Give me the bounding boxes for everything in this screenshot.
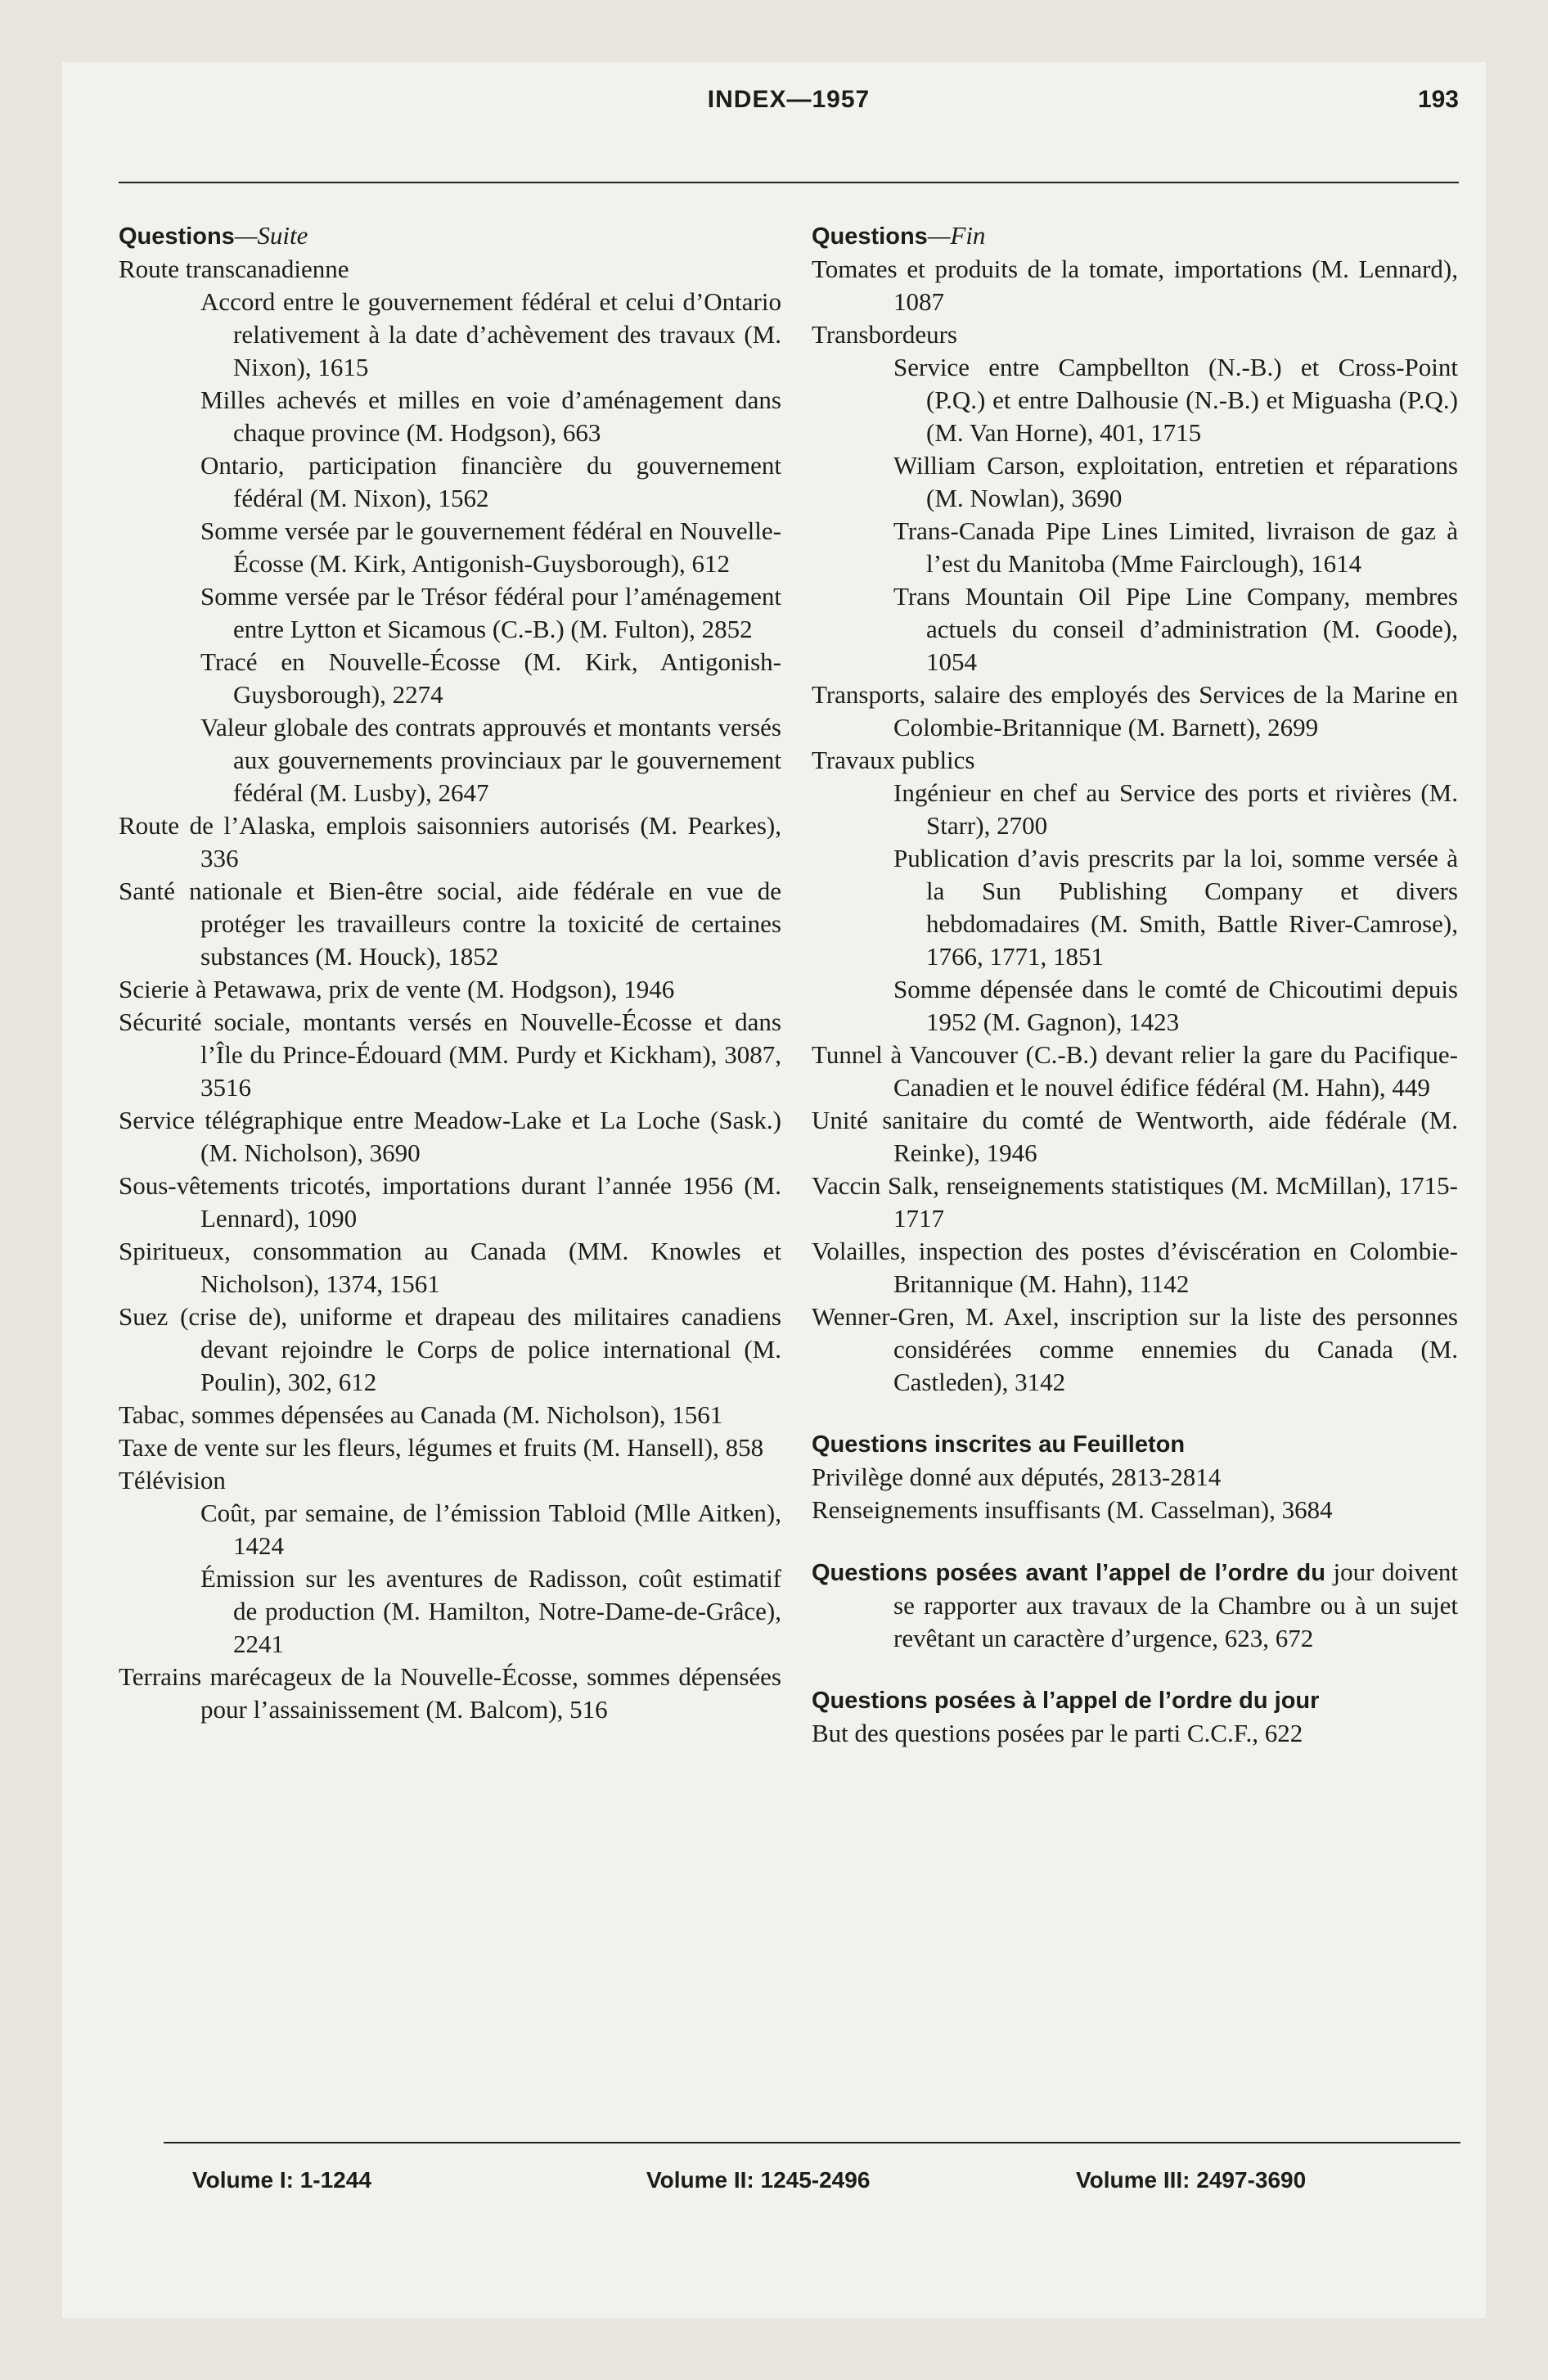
volume-2: Volume II: 1245-2496 xyxy=(646,2167,871,2193)
section-title: Questions xyxy=(812,223,928,250)
index-entry: Sécurité sociale, montants versés en Nouvelle-Écosse et dans l’Île du Prince-Édouard (MM. Purdy et Kickham), 3087, 3516 xyxy=(119,1007,781,1102)
index-entry: Santé nationale et Bien-être social, aide fédérale en vue de protéger les travailleurs contre la toxicité de certaines substances (M. Houck), 1852 xyxy=(119,877,781,971)
index-entry: Trans-Canada Pipe Lines Limited, livraison de gaz à l’est du Manitoba (Mme Fairclough), 1614 xyxy=(893,516,1458,578)
feuilleton-entry-list xyxy=(812,1461,1458,1526)
index-entry: Somme versée par le Trésor fédéral pour l’aménagement entre Lytton et Sicamous (C.-B.) (M. Fulton), 2852 xyxy=(200,582,781,643)
index-entry: Trans Mountain Oil Pipe Line Company, membres actuels du conseil d’administration (M. Goode), 1054 xyxy=(893,582,1458,676)
index-entry: Ontario, participation financière du gouvernement fédéral (M. Nixon), 1562 xyxy=(200,451,781,512)
index-entry: Milles achevés et milles en voie d’aménagement dans chaque province (M. Hodgson), 663 xyxy=(200,385,781,447)
avant-appel-section xyxy=(812,1556,1458,1655)
feuilleton-heading: Questions inscrites au Feuilleton xyxy=(812,1431,1186,1458)
index-entry: Travaux publics xyxy=(812,746,975,774)
index-entry: Terrains marécageux de la Nouvelle-Écosse, sommes dépensées pour l’assainissement (M. Balcom), 516 xyxy=(119,1662,781,1724)
left-section-heading xyxy=(119,219,781,253)
volume-3: Volume III: 2497-3690 xyxy=(1076,2167,1307,2193)
index-entry: Émission sur les aventures de Radisson, coût estimatif de production (M. Hamilton, Notre-Dame-de-Grâce), 2241 xyxy=(200,1564,781,1658)
index-entry: Tunnel à Vancouver (C.-B.) devant relier la gare du Pacifique-Canadien et le nouvel édifice fédéral (M. Hahn), 449 xyxy=(812,1040,1458,1102)
index-entry: But des questions posées par le parti C.C.F., 622 xyxy=(812,1719,1303,1747)
header-rule xyxy=(119,182,1459,183)
feuilleton-section xyxy=(812,1428,1458,1526)
left-entry-list xyxy=(119,253,781,1726)
avant-appel-entry xyxy=(812,1556,1458,1655)
index-entry: Somme versée par le gouvernement fédéral en Nouvelle-Écosse (M. Kirk, Antigonish-Guysborough), 612 xyxy=(200,516,781,578)
index-entry: Scierie à Petawawa, prix de vente (M. Hodgson), 1946 xyxy=(119,975,675,1003)
section-suffix: —Suite xyxy=(234,221,308,250)
index-entry: Somme dépensée dans le comté de Chicoutimi depuis 1952 (M. Gagnon), 1423 xyxy=(893,975,1458,1036)
index-entry: Unité sanitaire du comté de Wentworth, aide fédérale (M. Reinke), 1946 xyxy=(812,1106,1458,1167)
section-title: Questions xyxy=(119,223,235,250)
section-suffix: —Fin xyxy=(927,221,986,250)
index-entry: Transports, salaire des employés des Services de la Marine en Colombie-Britannique (M. Barnett), 2699 xyxy=(812,680,1458,741)
index-entry: Coût, par semaine, de l’émission Tabloid (Mlle Aitken), 1424 xyxy=(200,1499,781,1560)
index-entry: Tracé en Nouvelle-Écosse (M. Kirk, Antigonish-Guysborough), 2274 xyxy=(200,647,781,709)
index-entry: Vaccin Salk, renseignements statistiques (M. McMillan), 1715-1717 xyxy=(812,1171,1458,1233)
index-entry: Télévision xyxy=(119,1466,226,1494)
index-entry: Tabac, sommes dépensées au Canada (M. Nicholson), 1561 xyxy=(119,1400,723,1429)
a-appel-entry-list xyxy=(812,1717,1458,1750)
index-entry: Publication d’avis prescrits par la loi, somme versée à la Sun Publishing Company et divers hebdomadaires (M. Smith, Battle River-Camrose), 1766, 1771, 1851 xyxy=(893,844,1458,971)
index-entry: Wenner-Gren, M. Axel, inscription sur la liste des personnes considérées comme ennemies du Canada (M. Castleden), 3142 xyxy=(812,1302,1458,1396)
avant-appel-text: jour doivent se rapporter aux travaux de la Chambre ou à un sujet revêtant un caractère d’urgence, 623, 672 xyxy=(893,1557,1458,1652)
index-entry: William Carson, exploitation, entretien et réparations (M. Nowlan), 3690 xyxy=(893,451,1458,512)
a-appel-heading: Questions posées à l’appel de l’ordre du jour xyxy=(812,1688,1320,1714)
volume-1: Volume I: 1-1244 xyxy=(192,2167,371,2193)
a-appel-section xyxy=(812,1684,1458,1750)
right-section-heading xyxy=(812,219,1458,253)
right-column xyxy=(812,219,1458,1750)
index-entry: Route de l’Alaska, emplois saisonniers autorisés (M. Pearkes), 336 xyxy=(119,811,781,872)
index-entry: Ingénieur en chef au Service des ports et rivières (M. Starr), 2700 xyxy=(893,778,1458,840)
index-entry: Accord entre le gouvernement fédéral et celui d’Ontario relativement à la date d’achèvement des travaux (M. Nixon), 1615 xyxy=(200,287,781,381)
index-entry: Transbordeurs xyxy=(812,320,957,349)
page-title: INDEX—1957 xyxy=(707,86,871,113)
index-entry: Valeur globale des contrats approuvés et montants versés aux gouvernements provinciaux par le gouvernement fédéral (M. Lusby), 2647 xyxy=(200,713,781,807)
index-entry: Tomates et produits de la tomate, importations (M. Lennard), 1087 xyxy=(812,255,1458,316)
right-entry-list xyxy=(812,253,1458,1399)
page-header xyxy=(119,78,1459,127)
index-entry: Spiritueux, consommation au Canada (MM. Knowles et Nicholson), 1374, 1561 xyxy=(119,1237,781,1298)
index-entry: Sous-vêtements tricotés, importations durant l’année 1956 (M. Lennard), 1090 xyxy=(119,1171,781,1233)
index-entry: Privilège donné aux députés, 2813-2814 xyxy=(812,1463,1222,1491)
index-entry: Suez (crise de), uniforme et drapeau des militaires canadiens devant rejoindre le Corps de police international (M. Poulin), 302, 612 xyxy=(119,1302,781,1396)
index-entry: Route transcanadienne xyxy=(119,255,349,283)
index-entry: Service entre Campbellton (N.-B.) et Cross-Point (P.Q.) et entre Dalhousie (N.-B.) et Miguasha (P.Q.) (M. Van Horne), 401, 1715 xyxy=(893,353,1458,447)
footer-rule xyxy=(164,2142,1460,2143)
avant-appel-heading: Questions posées avant l’appel de l’ordre du xyxy=(812,1560,1325,1586)
page-number: 193 xyxy=(1417,86,1459,113)
index-entry: Renseignements insuffisants (M. Casselman), 3684 xyxy=(812,1495,1333,1524)
index-entry: Taxe de vente sur les fleurs, légumes et fruits (M. Hansell), 858 xyxy=(119,1433,764,1462)
index-entry: Volailles, inspection des postes d’éviscération en Colombie-Britannique (M. Hahn), 1142 xyxy=(812,1237,1458,1298)
index-entry: Service télégraphique entre Meadow-Lake et La Loche (Sask.) (M. Nicholson), 3690 xyxy=(119,1106,781,1167)
left-column xyxy=(119,219,781,1726)
